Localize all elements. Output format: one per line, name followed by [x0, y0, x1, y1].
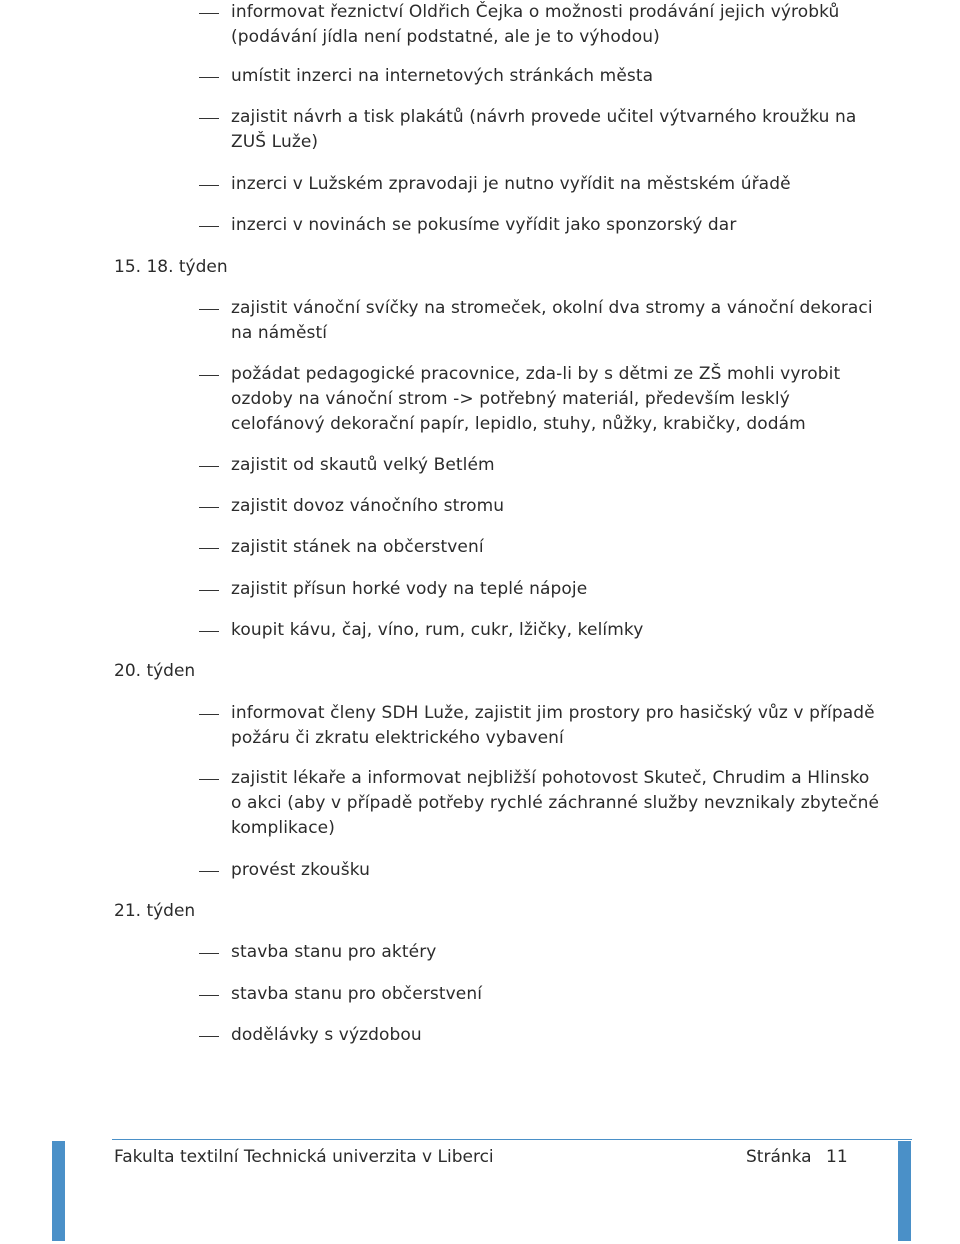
dash-bullet	[199, 185, 219, 186]
week-label-21: 21. týden	[114, 901, 196, 921]
task-text: informovat řeznictví Oldřich Čejka o možnosti prodávání jejich výrobků (podávání jídla není podstatné, ale je to výhodou)	[231, 2, 840, 47]
task-text: zajistit stánek na občerstvení	[231, 537, 484, 557]
dash-bullet	[199, 995, 219, 996]
dash-bullet	[199, 466, 219, 467]
task-text: zajistit návrh a tisk plakátů (návrh provede učitel výtvarného kroužku na ZUŠ Luže)	[231, 107, 857, 152]
dash-bullet	[199, 507, 219, 508]
footer-accent-bar-left	[52, 1141, 65, 1241]
task-text: zajistit dovoz vánočního stromu	[231, 496, 505, 516]
task-text: inzerci v Lužském zpravodaji je nutno vyřídit na městském úřadě	[231, 174, 791, 194]
dash-bullet	[199, 714, 219, 715]
task-text: provést zkoušku	[231, 860, 371, 880]
task-text: zajistit přísun horké vody na teplé nápoje	[231, 579, 588, 599]
task-text: koupit kávu, čaj, víno, rum, cukr, lžičky, kelímky	[231, 620, 644, 640]
dash-bullet	[199, 1036, 219, 1037]
task-text: požádat pedagogické pracovnice, zda-li by s dětmi ze ZŠ mohli vyrobit ozdoby na vánoční strom -> potřebný materiál, především lesklý celofánový dekorační papír, lepidlo, stuhy, nůžky, krabičky, dodám	[231, 364, 841, 434]
dash-bullet	[199, 631, 219, 632]
task-text: zajistit od skautů velký Betlém	[231, 455, 495, 475]
task-text: informovat členy SDH Luže, zajistit jim prostory pro hasičský vůz v případě požáru či zkratu elektrického vybavení	[231, 703, 875, 748]
task-text: stavba stanu pro občerstvení	[231, 984, 483, 1004]
dash-bullet	[199, 226, 219, 227]
footer-page-label: Stránka	[746, 1147, 812, 1167]
dash-bullet	[199, 118, 219, 119]
task-text: stavba stanu pro aktéry	[231, 942, 437, 962]
dash-bullet	[199, 13, 219, 14]
dash-bullet	[199, 309, 219, 310]
task-text: dodělávky s výzdobou	[231, 1025, 422, 1045]
footer-institution: Fakulta textilní Technická univerzita v Liberci	[114, 1147, 494, 1167]
task-text: umístit inzerci na internetových stránkách města	[231, 66, 654, 86]
dash-bullet	[199, 953, 219, 954]
week-label-20: 20. týden	[114, 661, 196, 681]
task-text: inzerci v novinách se pokusíme vyřídit jako sponzorský dar	[231, 215, 737, 235]
task-text: zajistit lékaře a informovat nejbližší pohotovost Skuteč, Chrudim a Hlinsko o akci (aby v případě potřeby rychlé záchranné služby nevznikaly zbytečné komplikace)	[231, 768, 880, 838]
dash-bullet	[199, 375, 219, 376]
footer-divider	[112, 1139, 912, 1140]
dash-bullet	[199, 590, 219, 591]
week-label-15-18: 15. 18. týden	[114, 257, 228, 277]
dash-bullet	[199, 871, 219, 872]
dash-bullet	[199, 779, 219, 780]
dash-bullet	[199, 77, 219, 78]
dash-bullet	[199, 548, 219, 549]
footer-accent-bar-right	[898, 1141, 911, 1241]
task-text: zajistit vánoční svíčky na stromeček, okolní dva stromy a vánoční dekoraci na náměstí	[231, 298, 873, 343]
footer-page-number: 11	[826, 1147, 848, 1167]
